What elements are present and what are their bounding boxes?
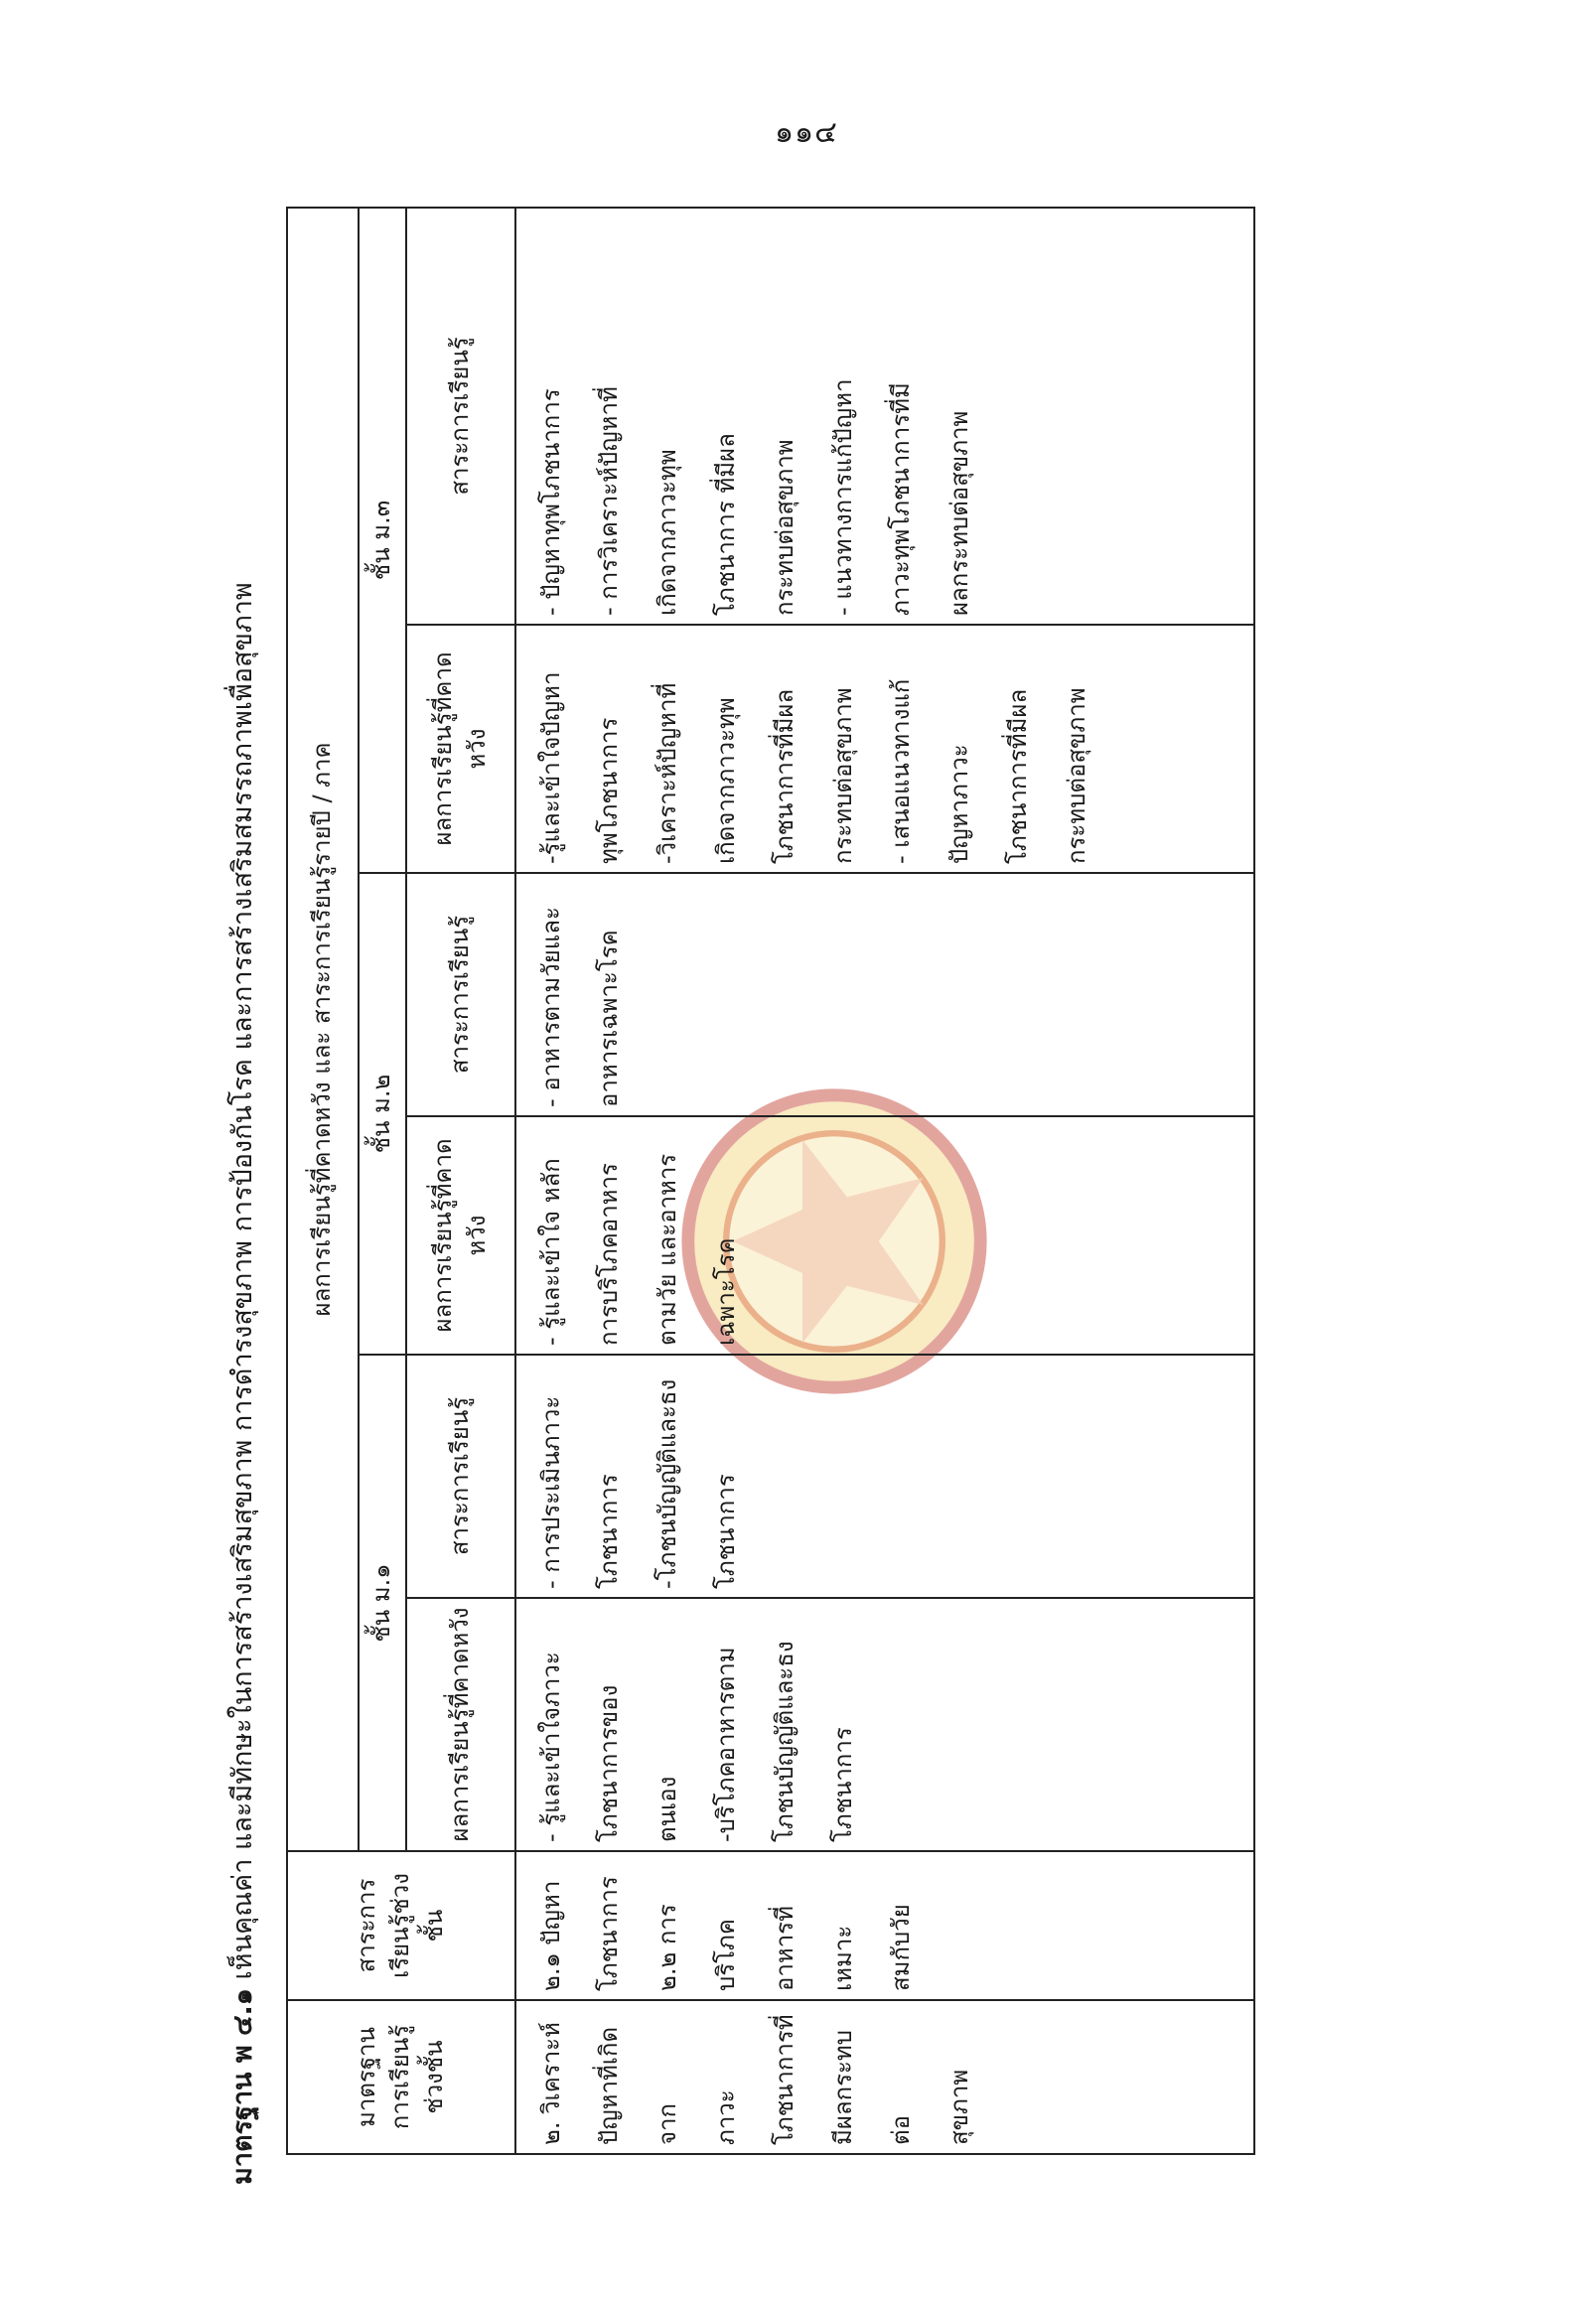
cell-line: -รู้และเข้าใจปัญหา [536,671,565,864]
cell-line: กระทบต่อสุขภาพ [1062,687,1090,864]
cell-line: โภชนาการ [711,1474,740,1589]
standard-title [209,199,278,2185]
cell-m2-content [515,873,1254,1116]
cell-line: ภาวะโภชนาการที่ [711,2014,798,2145]
header-m3-content: สาระการเรียนรู้ [406,208,515,625]
cell-line: อาหารที่เหมาะ [770,1906,857,1991]
header-core-content: สาระการเรียนรู้ช่วงชั้น [287,1851,515,2000]
header-m2-outcome: ผลการเรียนรู้ที่คาดหวัง [406,1116,515,1355]
cell-m1-content [515,1355,1254,1598]
cell-line: เกิดจากภาวะทุพ [653,449,682,616]
cell-line: - ปัญหาทุพโภชนาการ [536,388,565,616]
header-m2-content: สาระการเรียนรู้ [406,873,515,1116]
cell-m2-outcome [515,1116,1254,1355]
cell-line: โภชนาการ ที่มีผล [711,433,740,616]
cell-line: โภชนาการ [595,1876,624,1991]
cell-m3-outcome [515,625,1254,873]
header-m3-outcome: ผลการเรียนรู้ที่คาดหวัง [406,625,515,873]
cell-line: โภชนาการ [595,1474,624,1589]
header-grade-m3: ชั้น ม.๓ [359,208,406,873]
cell-line: - การประเมินภาวะ [536,1395,565,1589]
cell-line: ปัญหาที่เกิดจาก [595,2026,682,2145]
cell-line: สมกับวัย [887,1904,916,1991]
header-grade-m2: ชั้น ม.๒ [359,873,406,1355]
page-number: ๑๑๔ [775,115,838,150]
standard-table [286,207,1255,2155]
cell-m3-content [515,208,1254,625]
cell-line: สุขภาพ [945,2069,974,2145]
cell-line: การบริโภคอาหาร [595,1163,624,1346]
cell-line: ภาวะทุพโภชนาการที่มี [887,382,916,616]
cell-line: ทุพโภชนาการ [595,717,624,864]
rotated-page-content [209,199,1202,2185]
cell-line: ๒.๑ ปัญหา [536,1880,565,1991]
cell-line: เฉพาะโรค [711,1237,740,1346]
cell-line: โภชนาการที่มีผล [1003,688,1032,864]
cell-line: - รู้และเข้าใจ หลัก [536,1158,565,1346]
cell-line: ปัญหาภาวะ [945,744,974,864]
cell-line: - การวิเคราะห์ปัญหาที่ [595,386,624,616]
cell-line: ๒.๒ การบริโภค [653,1904,740,1991]
header-standard: มาตรฐานการเรียนรู้ช่วงชั้น [287,2000,515,2154]
cell-line: กระทบต่อสุขภาพ [828,687,857,864]
cell-line: ๒. วิเคราะห์ [536,2022,565,2145]
cell-standard [515,2000,1254,2154]
header-grade-m1: ชั้น ม.๑ [359,1355,406,1851]
cell-line: -วิเคราะห์ปัญหาที่ [653,682,682,864]
table-row [515,208,1254,2154]
cell-line: -บริโภคอาหารตาม [711,1647,740,1842]
cell-line: โภชนบัญญัติและธง [770,1641,798,1842]
cell-line: - รู้และเข้าใจภาวะ [536,1652,565,1842]
header-m1-content: สาระการเรียนรู้ [406,1355,515,1598]
header-m1-outcome: ผลการเรียนรู้ที่คาดหวัง [406,1598,515,1851]
cell-line: - อาหารตามวัยและ [536,907,565,1107]
cell-line: กระทบต่อสุขภาพ [770,439,798,616]
cell-line: มีผลกระทบต่อ [828,2030,916,2145]
cell-line: เกิดจากภาวะทุพ [711,697,740,864]
cell-line: อาหารเฉพาะโรค [595,930,624,1107]
cell-m1-outcome [515,1598,1254,1851]
cell-line: ผลกระทบต่อสุขภาพ [945,410,974,616]
cell-line: ตนเอง [653,1776,682,1842]
header-annual: ผลการเรียนรู้ที่คาดหวัง และ สาระการเรียนรู้รายปี / ภาค [287,208,359,1851]
cell-core-content [515,1851,1254,2000]
cell-line: - เสนอแนวทางแก้ [887,678,916,864]
cell-line: โภชนาการที่มีผล [770,688,798,864]
standard-label: มาตรฐาน พ ๔.๑ [227,1988,258,2185]
cell-line: - แนวทางการแก้ปัญหา [828,378,857,616]
cell-line: -โภชนบัญญัติและธง [653,1378,682,1589]
cell-line: ตามวัย และอาหาร [653,1153,682,1346]
cell-line: โภชนาการ [828,1727,857,1842]
standard-text: เห็นคุณค่า และมีทักษะในการสร้างเสริมสุขภาพ การดำรงสุขภาพ การป้องกันโรค และการสร้างเสริมสมรรถภาพเพื่อสุขภาพ [227,582,258,1980]
cell-line: โภชนาการของ [595,1684,624,1842]
